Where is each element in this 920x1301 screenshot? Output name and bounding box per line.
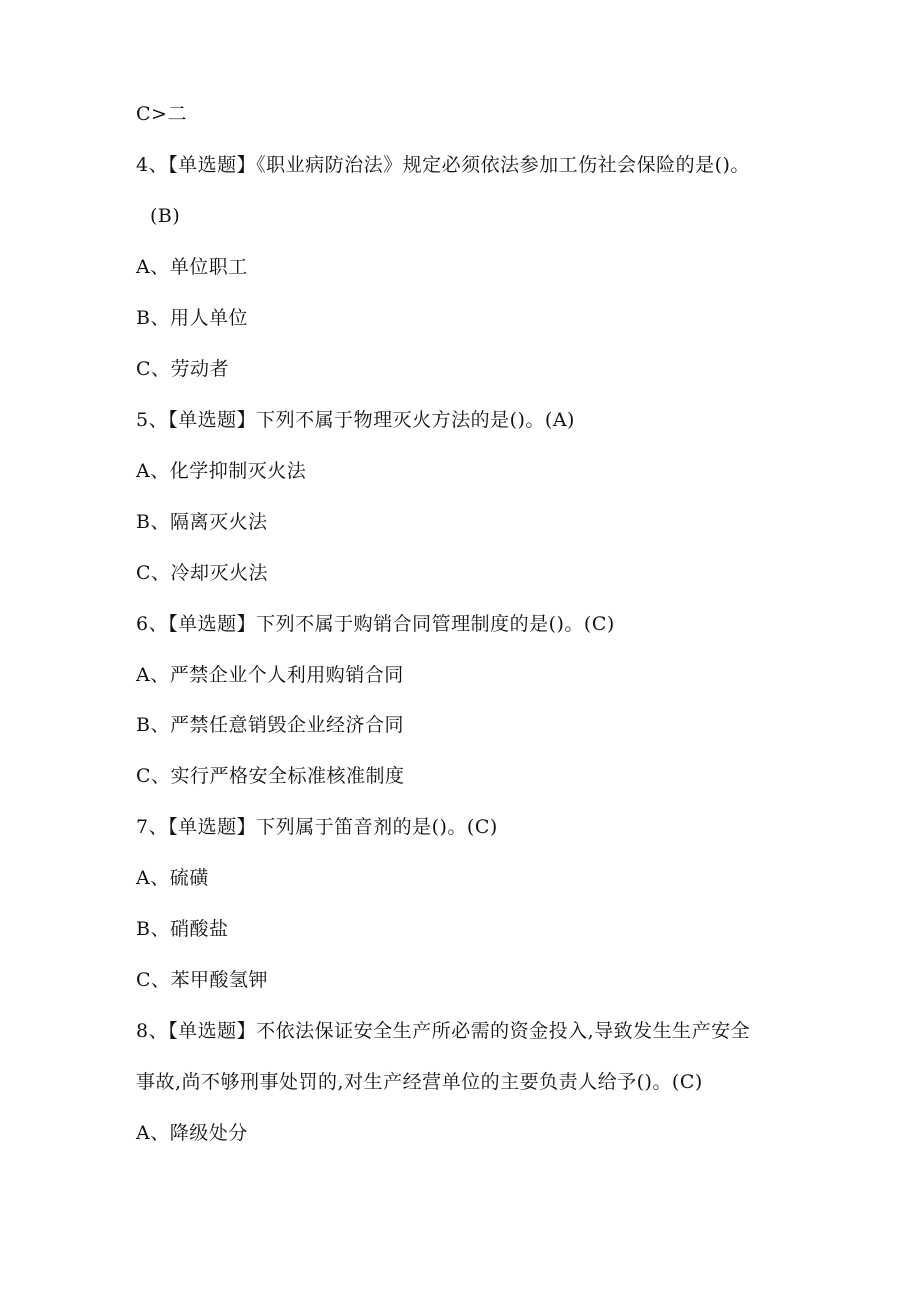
option-c-q5: C、冷却灭火法 <box>136 562 269 584</box>
option-b-q5: B、隔离灭火法 <box>136 511 268 533</box>
answer-q4: (B) <box>150 205 181 227</box>
question-8-line-1: 8、【单选题】不依法保证安全生产所必需的资金投入,导致发生生产安全 <box>136 1020 751 1042</box>
question-8-line-2: 事故,尚不够刑事处罚的,对生产经营单位的主要负责人给予()。(C) <box>136 1071 703 1093</box>
option-a-q4: A、单位职工 <box>136 256 248 278</box>
option-b-q7: B、硝酸盐 <box>136 918 229 940</box>
option-a-q7: A、硫磺 <box>136 867 209 889</box>
option-c-q6: C、实行严格安全标准核准制度 <box>136 765 405 787</box>
option-c-q3: C>二 <box>136 103 187 125</box>
option-a-q8: A、降级处分 <box>136 1122 248 1144</box>
option-b-q6: B、严禁任意销毁企业经济合同 <box>136 714 404 736</box>
option-b-q4: B、用人单位 <box>136 307 248 329</box>
option-c-q7: C、苯甲酸氢钾 <box>136 969 269 991</box>
option-a-q6: A、严禁企业个人利用购销合同 <box>136 664 404 686</box>
question-7: 7、【单选题】下列属于笛音剂的是()。(C) <box>136 816 498 838</box>
option-a-q5: A、化学抑制灭火法 <box>136 460 307 482</box>
question-4: 4、【单选题】《职业病防治法》规定必须依法参加工伤社会保险的是()。 <box>136 154 750 176</box>
question-6: 6、【单选题】下列不属于购销合同管理制度的是()。(C) <box>136 613 615 635</box>
question-5: 5、【单选题】下列不属于物理灭火方法的是()。(A) <box>136 409 575 431</box>
option-c-q4: C、劳动者 <box>136 358 230 380</box>
